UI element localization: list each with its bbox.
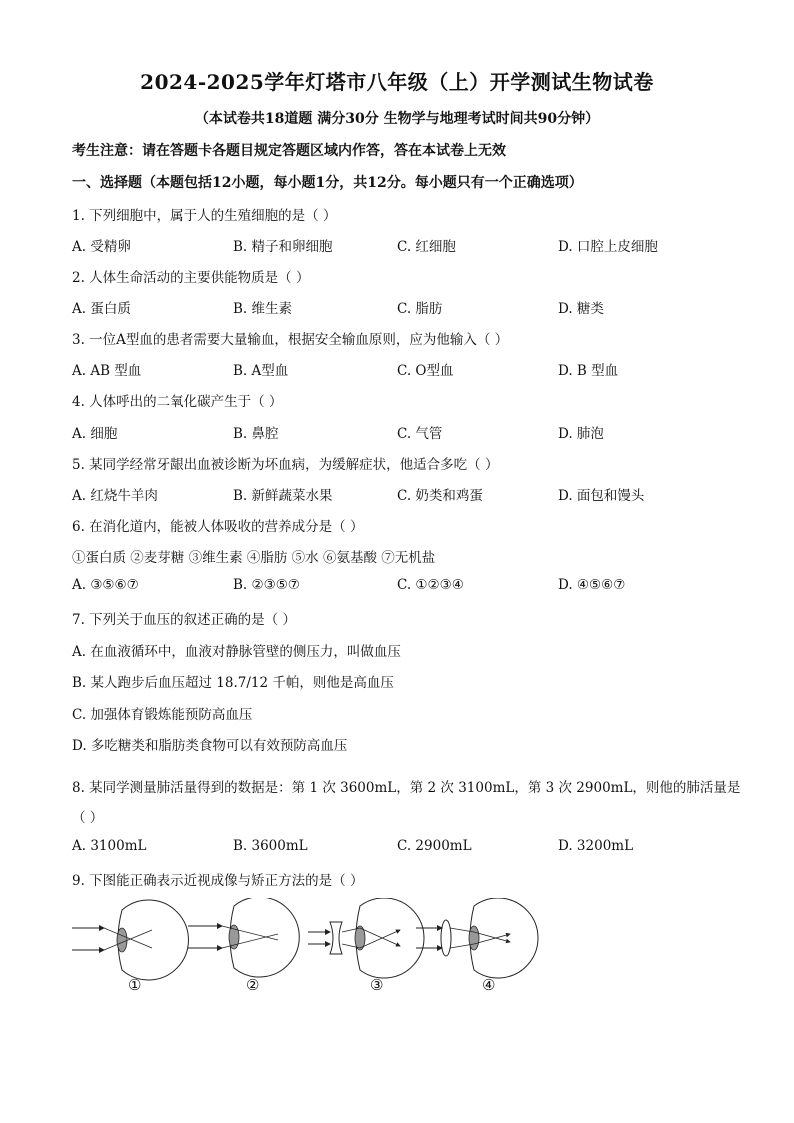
option-c: C. 脂肪 bbox=[397, 301, 443, 317]
eye-diagram-figure bbox=[64, 898, 544, 998]
question-stem-continued: （ ） bbox=[72, 810, 104, 826]
eye-diagram-4 bbox=[416, 898, 538, 978]
question-stem: 4. 人体呼出的二氧化碳产生于（ ） bbox=[72, 394, 283, 410]
option-a: A. 红烧牛羊肉 bbox=[72, 488, 158, 504]
option-b: B. 维生素 bbox=[233, 301, 293, 317]
option-b: B. 鼻腔 bbox=[233, 426, 279, 442]
figure-label-1: ① bbox=[128, 976, 142, 994]
option-a: A. 在血液循环中，血液对静脉管壁的侧压力，叫做血压 bbox=[72, 644, 401, 660]
option-a: A. 蛋白质 bbox=[72, 301, 131, 317]
exam-title: 2024-2025学年灯塔市八年级（上）开学测试生物试卷 bbox=[140, 70, 654, 94]
option-c: C. 2900mL bbox=[397, 838, 472, 854]
option-c: C. 加强体育锻炼能预防高血压 bbox=[72, 707, 253, 723]
section-heading: 一、选择题（本题包括12小题，每小题1分，共12分。每小题只有一个正确选项） bbox=[72, 175, 583, 191]
question-stem: 2. 人体生命活动的主要供能物质是（ ） bbox=[72, 270, 310, 286]
option-a: A. 受精卵 bbox=[72, 239, 131, 255]
question-stem: 8. 某同学测量肺活量得到的数据是：第 1 次 3600mL，第 2 次 3100mL，第 3 次 2900mL，则他的肺活量是 bbox=[72, 780, 741, 796]
option-d: D. 口腔上皮细胞 bbox=[558, 239, 658, 255]
option-a: A. ③⑤⑥⑦ bbox=[72, 577, 139, 593]
eye-diagram-3 bbox=[308, 898, 424, 978]
option-b: B. 新鲜蔬菜水果 bbox=[233, 488, 333, 504]
figure-label-4: ④ bbox=[482, 976, 496, 994]
nutrient-list: ①蛋白质 ②麦芽糖 ③维生素 ④脂肪 ⑤水 ⑥氨基酸 ⑦无机盐 bbox=[72, 550, 436, 566]
option-b: B. 3600mL bbox=[233, 838, 308, 854]
option-a: A. 3100mL bbox=[72, 838, 147, 854]
question-stem: 6. 在消化道内，能被人体吸收的营养成分是（ ） bbox=[72, 519, 364, 535]
eye-diagram-2 bbox=[188, 898, 299, 977]
question-stem: 3. 一位A型血的患者需要大量输血，根据安全输血原则，应为他输入（ ） bbox=[72, 332, 509, 348]
exam-subtitle: （本试卷共18道题 满分30分 生物学与地理考试时间共90分钟） bbox=[194, 111, 600, 127]
option-b: B. A型血 bbox=[233, 363, 289, 379]
question-stem: 5. 某同学经常牙龈出血被诊断为坏血病，为缓解症状，他适合多吃（ ） bbox=[72, 457, 499, 473]
option-c: C. ①②③④ bbox=[397, 577, 464, 593]
option-a: A. AB 型血 bbox=[72, 363, 142, 379]
option-b: B. 精子和卵细胞 bbox=[233, 239, 333, 255]
option-c: C. O型血 bbox=[397, 363, 454, 379]
notice: 考生注意：请在答题卡各题目规定答题区域内作答，答在本试卷上无效 bbox=[72, 143, 506, 159]
option-c: C. 红细胞 bbox=[397, 239, 456, 255]
option-d: D. 3200mL bbox=[558, 838, 634, 854]
option-c: C. 奶类和鸡蛋 bbox=[397, 488, 483, 504]
option-d: D. ④⑤⑥⑦ bbox=[558, 577, 626, 593]
option-d: D. 面包和馒头 bbox=[558, 488, 645, 504]
option-c: C. 气管 bbox=[397, 426, 443, 442]
figure-label-2: ② bbox=[246, 976, 260, 994]
option-d: D. B 型血 bbox=[558, 363, 619, 379]
option-d: D. 肺泡 bbox=[558, 426, 604, 442]
question-stem: 7. 下列关于血压的叙述正确的是（ ） bbox=[72, 612, 296, 628]
figure-label-3: ③ bbox=[370, 976, 384, 994]
question-stem: 9. 下图能正确表示近视成像与矫正方法的是（ ） bbox=[72, 873, 364, 889]
option-d: D. 多吃糖类和脂肪类食物可以有效预防高血压 bbox=[72, 738, 348, 754]
option-b: B. 某人跑步后血压超过 18.7/12 千帕，则他是高血压 bbox=[72, 675, 394, 691]
eye-diagram-1 bbox=[72, 900, 188, 980]
option-b: B. ②③⑤⑦ bbox=[233, 577, 300, 593]
option-a: A. 细胞 bbox=[72, 426, 118, 442]
question-stem: 1. 下列细胞中，属于人的生殖细胞的是（ ） bbox=[72, 208, 337, 224]
option-d: D. 糖类 bbox=[558, 301, 604, 317]
